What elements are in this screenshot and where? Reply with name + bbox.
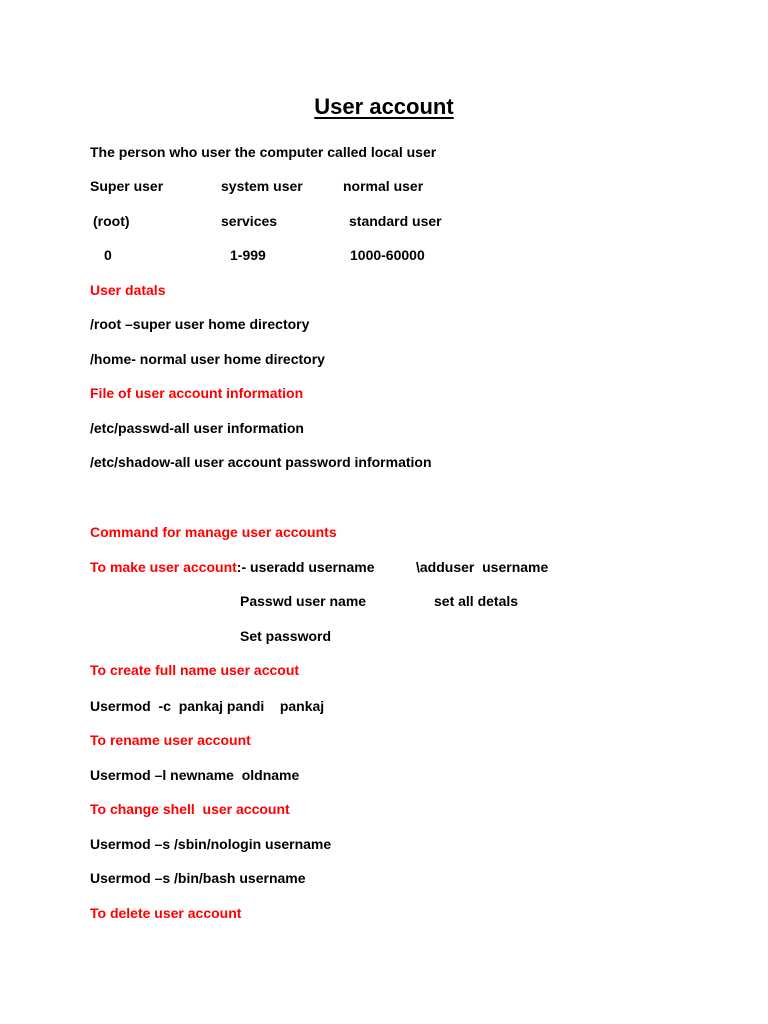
set-password-text: Set password: [240, 628, 332, 644]
passwd-cmd: Passwd user name: [240, 593, 367, 609]
rename-cmd: Usermod –l newname oldname: [90, 767, 300, 783]
intro-text: The person who user the computer called local user: [90, 144, 437, 160]
set-details-text: set all detals: [434, 593, 519, 609]
commands-heading: Command for manage user accounts: [90, 524, 337, 540]
normal-user-alias: standard user: [349, 213, 442, 229]
full-name-heading: To create full name user accout: [90, 662, 300, 678]
super-user-alias: (root): [93, 213, 130, 229]
rename-heading: To rename user account: [90, 732, 251, 748]
normal-user-label: normal user: [343, 178, 424, 194]
delete-heading: To delete user account: [90, 905, 242, 921]
shell-bash-cmd: Usermod –s /bin/bash username: [90, 870, 306, 886]
shell-heading: To change shell user account: [90, 801, 290, 817]
shell-nologin-cmd: Usermod –s /sbin/nologin username: [90, 836, 332, 852]
make-account-label: To make user account: [90, 559, 237, 575]
home-dir-text: /home- normal user home directory: [90, 351, 325, 367]
passwd-file-text: /etc/passwd-all user information: [90, 420, 304, 436]
normal-user-uid: 1000-60000: [350, 247, 425, 263]
adduser-cmd: \adduser username: [416, 559, 549, 575]
super-user-uid: 0: [104, 247, 112, 263]
system-user-alias: services: [221, 213, 278, 229]
make-account-cmd: :- useradd username: [236, 559, 375, 575]
full-name-cmd: Usermod -c pankaj pandi pankaj: [90, 698, 325, 714]
system-user-uid: 1-999: [230, 247, 266, 263]
super-user-label: Super user: [90, 178, 164, 194]
system-user-label: system user: [221, 178, 303, 194]
root-dir-text: /root –super user home directory: [90, 316, 310, 332]
page-title: User account: [314, 94, 454, 119]
user-details-heading: User datals: [90, 282, 166, 298]
make-account-line: [90, 558, 375, 576]
shadow-file-text: /etc/shadow-all user account password information: [90, 454, 432, 470]
file-info-heading: File of user account information: [90, 385, 304, 401]
